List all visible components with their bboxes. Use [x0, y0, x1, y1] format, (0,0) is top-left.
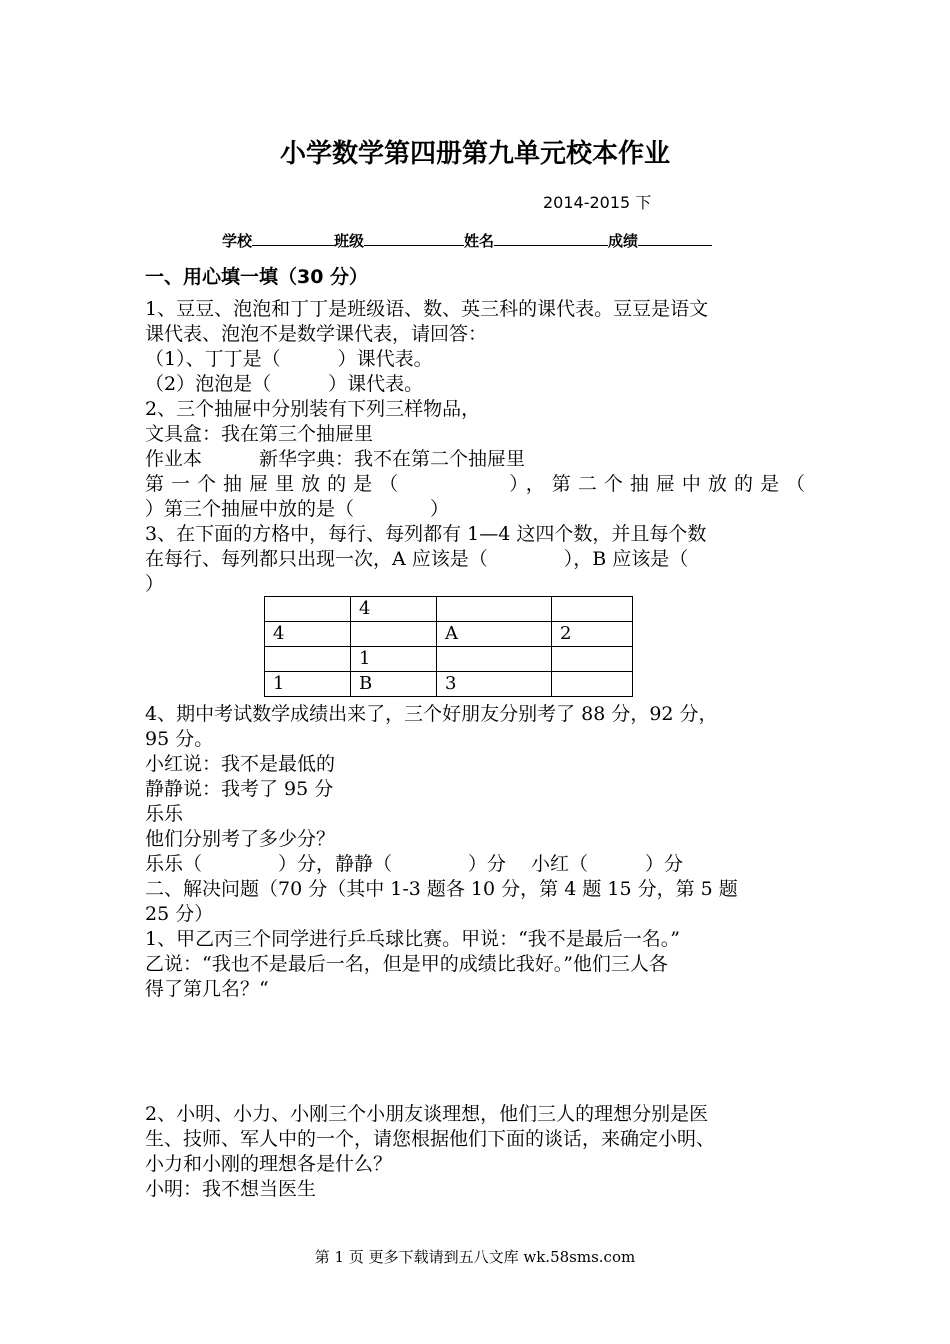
q4-line-2: 95 分。	[145, 728, 214, 750]
school-blank[interactable]	[252, 231, 334, 246]
q1-line-2: 课代表、泡泡不是数学课代表，请回答：	[145, 323, 488, 345]
q4-line-5: 乐乐	[145, 803, 184, 825]
grid-row	[265, 672, 633, 697]
q2-line-4: 第一个抽屉里放的是（ ），第二个抽屉中放的是（	[145, 473, 805, 495]
grid-cell	[351, 622, 437, 647]
grid-cell: 4	[351, 597, 437, 622]
section-1-heading: 一、用心填一填（30 分）	[145, 266, 369, 288]
grid-cell: 3	[437, 672, 552, 697]
q2-line-2: 文具盒：我在第三个抽屉里	[145, 423, 374, 445]
s2-q2-line-1: 2、小明、小力、小刚三个小朋友谈理想，他们三人的理想分别是医	[145, 1103, 709, 1125]
grid-row	[265, 597, 633, 622]
page-footer: 第 1 页 更多下载请到五八文库 wk.58sms.com	[314, 1248, 636, 1266]
q2-line-1: 2、三个抽屉中分别装有下列三样物品，	[145, 398, 481, 420]
grid-cell: A	[437, 622, 552, 647]
grid-cell	[265, 597, 351, 622]
grid-cell	[437, 597, 552, 622]
grid-cell	[552, 672, 633, 697]
grid-cell: 2	[552, 622, 633, 647]
grid-cell: B	[351, 672, 437, 697]
class-blank[interactable]	[364, 231, 464, 246]
score-label: 成绩	[608, 232, 639, 250]
q4-line-1: 4、期中考试数学成绩出来了，三个好朋友分别考了 88 分，92 分，	[145, 703, 718, 725]
s2-q1-line-2: 乙说：“我也不是最后一名，但是甲的成绩比我好。”他们三人各	[145, 953, 668, 975]
grid-cell: 1	[265, 672, 351, 697]
q2-line-5: ）第三个抽屉中放的是（ ）	[145, 498, 450, 520]
page-title: 小学数学第四册第九单元校本作业	[279, 139, 670, 169]
section-2-heading-2: 25 分）	[145, 903, 214, 925]
q2-line-3: 作业本 新华字典：我不在第二个抽屉里	[145, 448, 526, 470]
name-label: 姓名	[464, 232, 495, 250]
q3-line-2: 在每行、每列都只出现一次，A 应该是（ ），B 应该是（	[145, 548, 689, 570]
grid-cell	[265, 647, 351, 672]
q3-line-3: ）	[145, 573, 165, 595]
q1-line-3: （1）、丁丁是（ ）课代表。	[145, 348, 433, 370]
q4-line-3: 小红说：我不是最低的	[145, 753, 336, 775]
class-label: 班级	[334, 232, 365, 250]
q3-line-1: 3、在下面的方格中，每行、每列都有 1—4 这四个数，并且每个数	[145, 523, 707, 545]
grid-cell	[552, 597, 633, 622]
grid-cell	[437, 647, 552, 672]
s2-q1-line-3: 得了第几名？“	[145, 978, 269, 1000]
name-blank[interactable]	[494, 231, 608, 246]
student-info-line	[222, 230, 712, 251]
s2-q2-line-4: 小明：我不想当医生	[145, 1178, 317, 1200]
q4-line-7: 乐乐（ ）分，静静（ ）分 小红（ ）分	[145, 853, 684, 875]
grid-cell: 4	[265, 622, 351, 647]
q1-line-4: （2）泡泡是（ ）课代表。	[145, 373, 424, 395]
q4-line-6: 他们分别考了多少分？	[145, 828, 336, 850]
grid-cell: 1	[351, 647, 437, 672]
school-year: 2014-2015 下	[543, 193, 652, 212]
q4-line-4: 静静说：我考了 95 分	[145, 778, 334, 800]
s2-q2-line-3: 小力和小刚的理想各是什么？	[145, 1153, 393, 1175]
q1-line-1: 1、豆豆、泡泡和丁丁是班级语、数、英三科的课代表。豆豆是语文	[145, 298, 709, 320]
grid-row	[265, 622, 633, 647]
section-2-heading-1: 二、解决问题（70 分（其中 1-3 题各 10 分，第 4 题 15 分，第 5 题	[145, 878, 738, 900]
s2-q1-line-1: 1、甲乙丙三个同学进行乒乓球比赛。甲说：“我不是最后一名。”	[145, 928, 681, 950]
grid-row	[265, 647, 633, 672]
number-grid	[264, 596, 633, 697]
s2-q2-line-2: 生、技师、军人中的一个，请您根据他们下面的谈话，来确定小明、	[145, 1128, 716, 1150]
score-blank[interactable]	[638, 231, 712, 246]
grid-cell	[552, 647, 633, 672]
school-label: 学校	[222, 232, 253, 250]
